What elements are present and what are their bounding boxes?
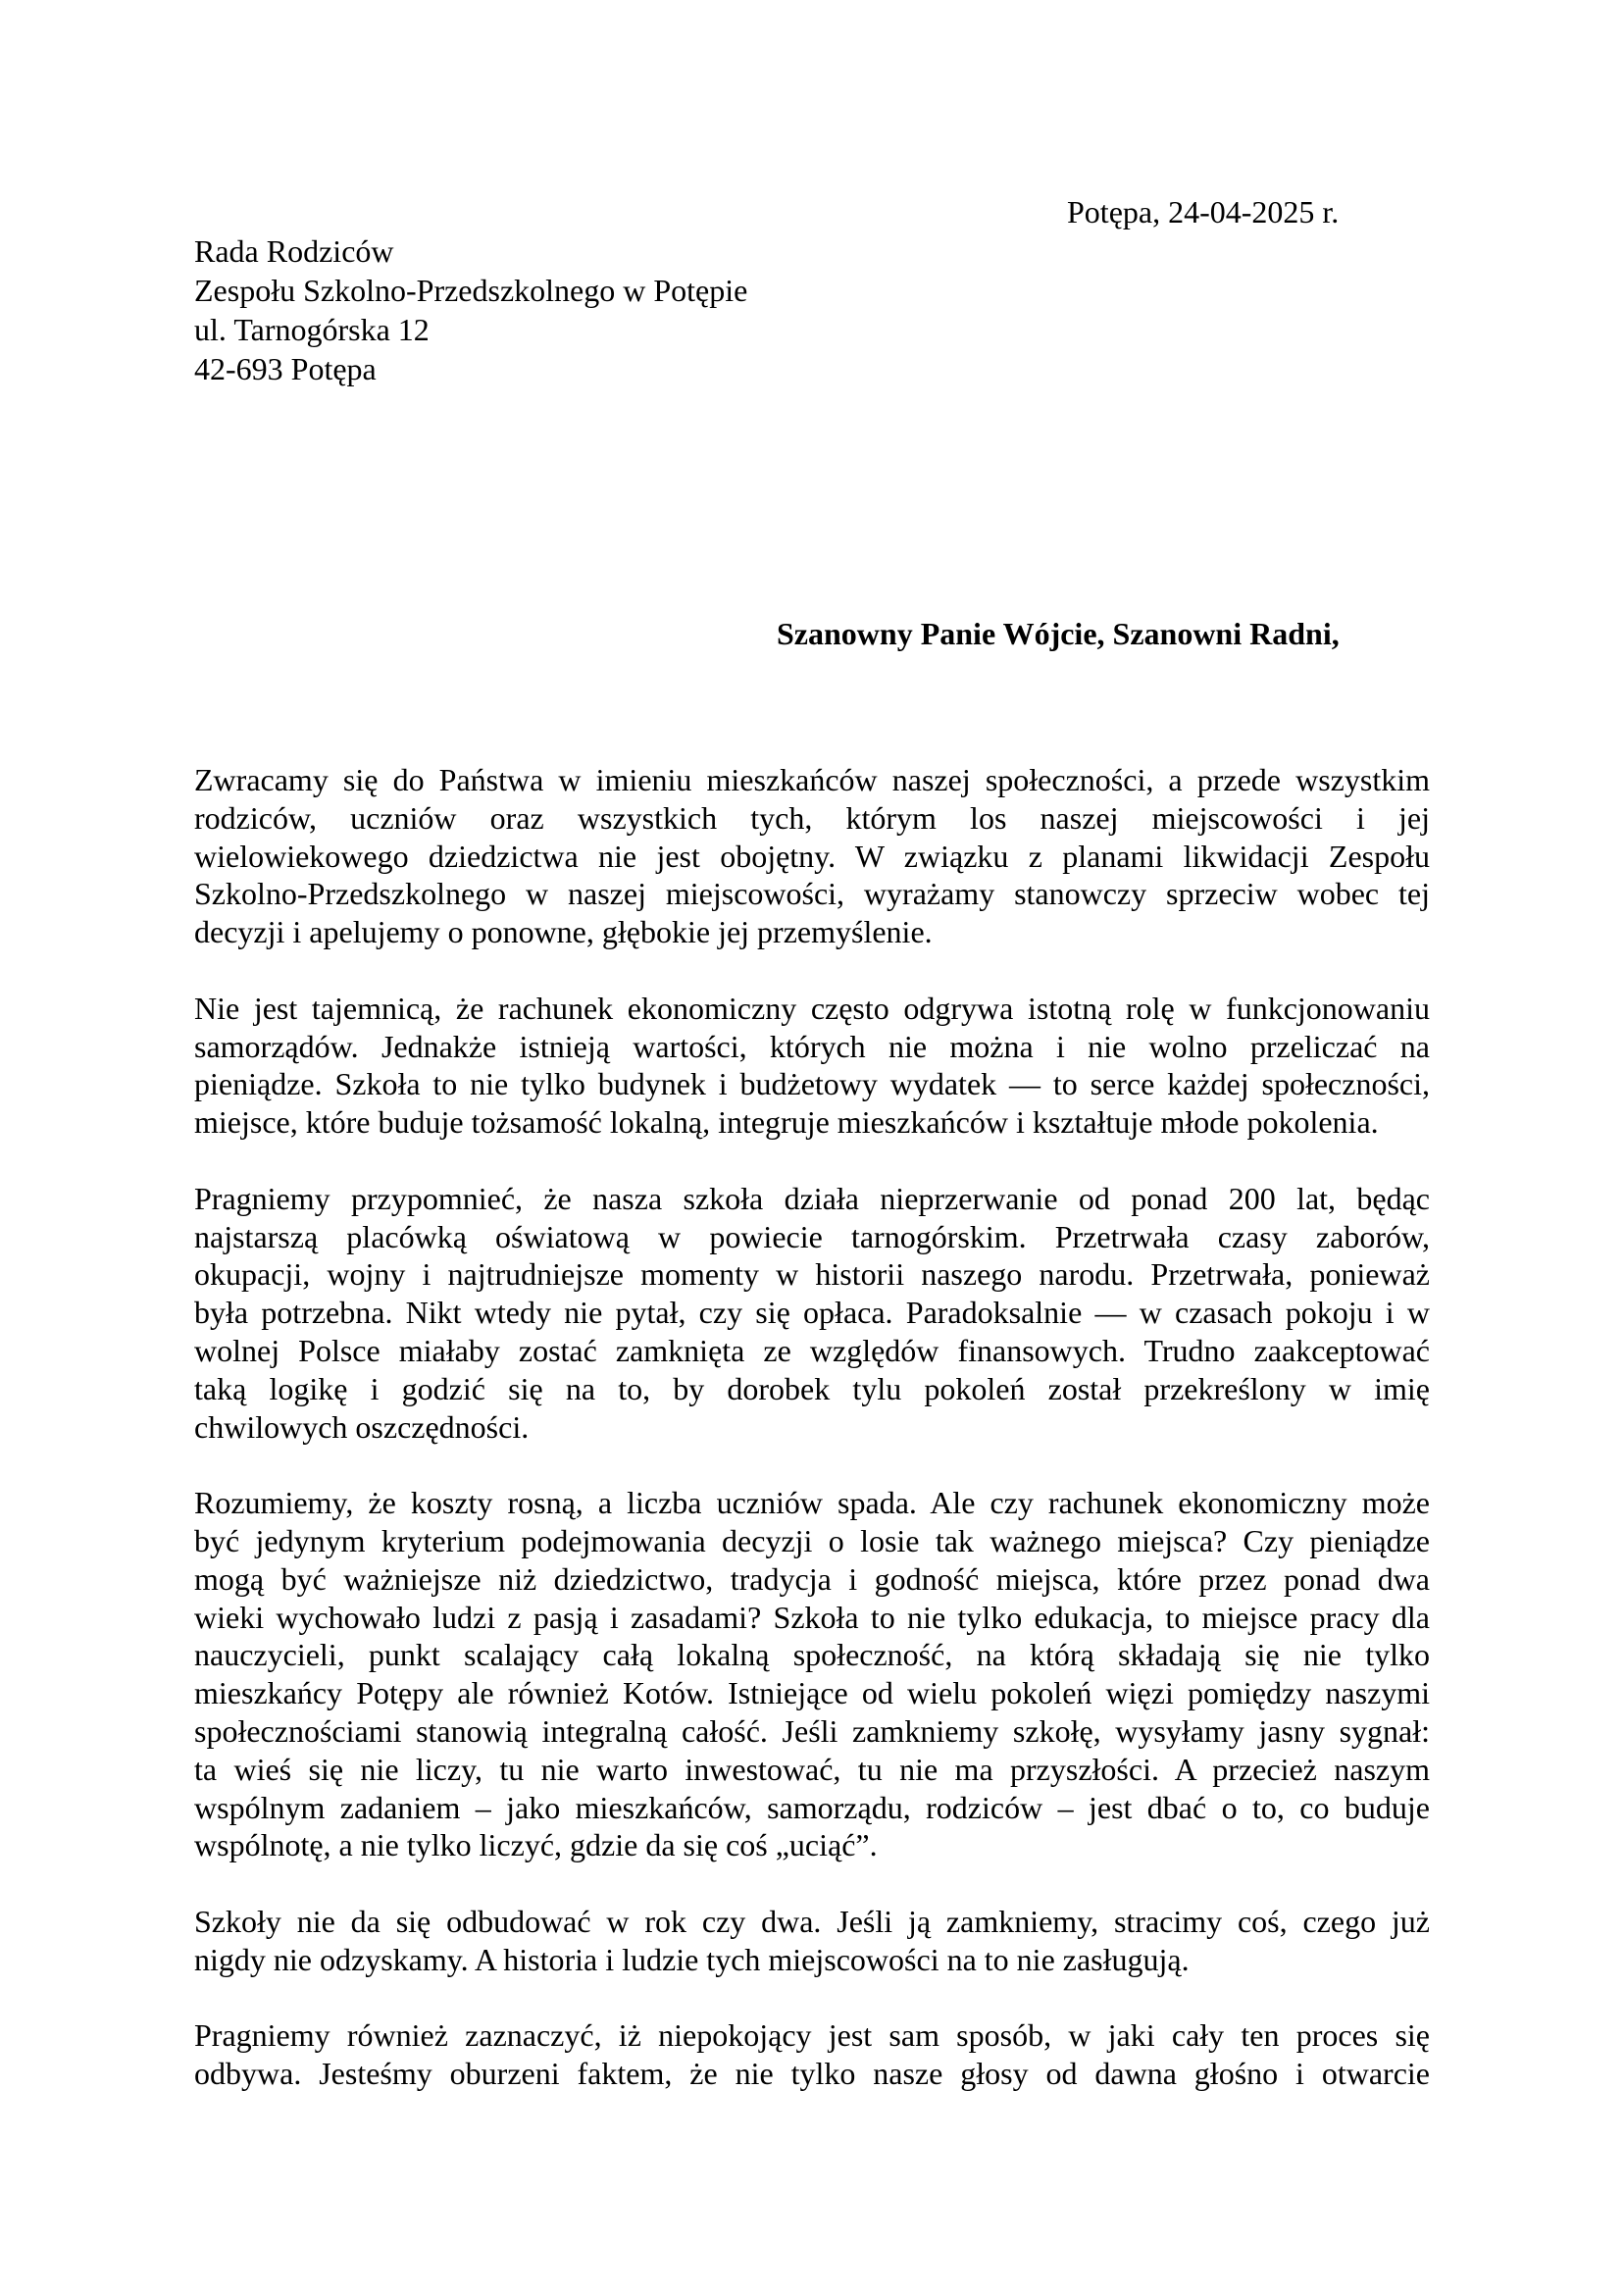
paragraph-line: okupacji, wojny i najtrudniejsze momenty w historii naszego narodu. Przetrwała, ponieważ [194,1256,1430,1293]
body-paragraph [194,761,1430,951]
paragraph-line: odbywa. Jesteśmy oburzeni faktem, że nie tylko nasze głosy od dawna głośno i otwarcie [194,2056,1430,2092]
paragraph-line: Zwracamy się do Państwa w imieniu mieszkańców naszej społeczności, a przede wszystkim [194,762,1430,797]
body-paragraph [194,2016,1430,2093]
paragraph-line: Szkoły nie da się odbudować w rok czy dwa. Jeśli ją zamkniemy, stracimy coś, czego już [194,1903,1430,1939]
paragraph-line: mieszkańcy Potępy ale również Kotów. Istniejące od wielu pokoleń więzi pomiędzy naszymi [194,1675,1430,1711]
body-paragraph [194,1180,1430,1447]
paragraph-line: być jedynym kryterium podejmowania decyzji o losie tak ważnego miejsca? Czy pieniądze [194,1522,1430,1558]
body-paragraph [194,1903,1430,1979]
salutation: Szanowny Panie Wójcie, Szanowni Radni, [777,616,1340,651]
paragraph-line: wspólnym zadaniem – jako mieszkańców, samorządu, rodziców – jest dbać o to, co buduje [194,1789,1430,1825]
paragraph-line: Szkolno-Przedszkolnego w naszej miejscowości, wyrażamy stanowczy sprzeciw wobec tej [194,876,1430,912]
paragraph-line: Pragniemy przypomnieć, że nasza szkoła działa nieprzerwanie od ponad 200 lat, będąc [194,1180,1430,1216]
paragraph-line: nauczycieli, punkt scalający całą lokalną społeczność, na którą składają się nie tylko [194,1637,1430,1673]
paragraph-line: była potrzebna. Nikt wtedy nie pytał, czy się opłaca. Paradoksalnie — w czasach pokoju i w [194,1295,1430,1331]
paragraph-line: mogą być ważniejsze niż dziedzictwo, tradycja i godność miejsca, które przez ponad dwa [194,1560,1430,1597]
paragraph-line: rodziców, uczniów oraz wszystkich tych, którym los naszej miejscowości i jej [194,799,1430,836]
paragraph-line: pieniądze. Szkoła to nie tylko budynek i budżetowy wydatek — to serce każdej społeczności, [194,1066,1430,1102]
paragraph-line: wolnej Polsce miałaby zostać zamknięta ze względów finansowych. Trudno zaakceptować [194,1332,1430,1368]
paragraph-line: decyzji i apelujemy o ponowne, głębokie jej przemyślenie. [194,914,933,950]
paragraph-line: samorządów. Jednakże istnieją wartości, których nie można i nie wolno przeliczać na [194,1028,1430,1064]
paragraph-line: społecznościami stanowią integralną całość. Jeśli zamkniemy szkołę, wysyłamy jasny sygnał: [194,1712,1430,1749]
sender-address [194,231,747,388]
letter-date: Potępa, 24-04-2025 r. [1067,194,1340,229]
paragraph-line: ta wieś się nie liczy, tu nie warto inwestować, tu nie ma przyszłości. A przecież naszym [194,1751,1430,1787]
paragraph-line: taką logikę i godzić się na to, by dorobek tylu pokoleń został przekreślony w imię [194,1370,1430,1406]
paragraph-line: wielowiekowego dziedzictwa nie jest obojętny. W związku z planami likwidacji Zespołu [194,838,1430,874]
paragraph-line: Rozumiemy, że koszty rosną, a liczba uczniów spada. Ale czy rachunek ekonomiczny może [194,1485,1430,1521]
body-paragraph [194,1484,1430,1864]
paragraph-line: Nie jest tajemnicą, że rachunek ekonomiczny często odgrywa istotną rolę w funkcjonowaniu [194,990,1430,1026]
paragraph-line: Pragniemy również zaznaczyć, iż niepokojący jest sam sposób, w jaki cały ten proces się [194,2017,1430,2054]
sender-organization: Zespołu Szkolno-Przedszkolnego w Potępie [194,273,748,308]
sender-street: ul. Tarnogórska 12 [194,312,430,347]
body-paragraph [194,990,1430,1142]
paragraph-line: chwilowych oszczędności. [194,1408,530,1445]
paragraph-line: wieki wychowało ludzi z pasją i zasadami? Szkoła to nie tylko edukacja, to miejsce pracy dla [194,1599,1430,1635]
paragraph-line: nigdy nie odzyskamy. A historia i ludzie tych miejscowości na to nie zasługują. [194,1941,1190,1977]
paragraph-line: wspólnotę, a nie tylko liczyć, gdzie da się coś „uciąć”. [194,1827,878,1863]
paragraph-line: najstarszą placówką oświatową w powiecie tarnogórskim. Przetrwała czasy zaborów, [194,1218,1430,1254]
sender-postal-city: 42-693 Potępa [194,351,377,386]
sender-name: Rada Rodziców [194,233,394,269]
letter-body [194,761,1430,2131]
paragraph-line: miejsce, które buduje tożsamość lokalną, integruje mieszkańców i kształtuje młode pokolenia. [194,1104,1379,1141]
